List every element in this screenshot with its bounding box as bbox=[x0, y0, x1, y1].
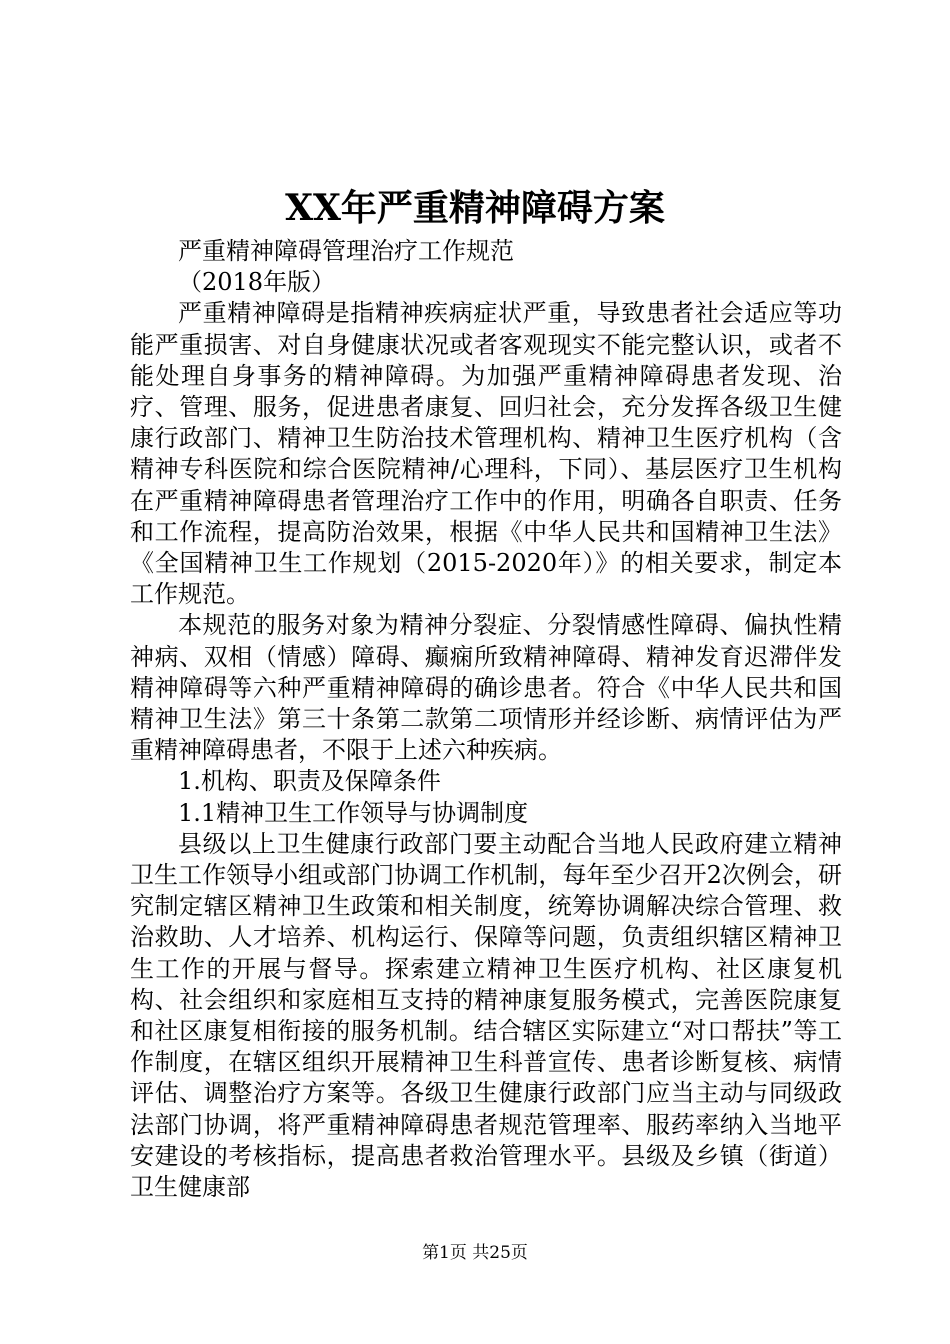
document-body bbox=[130, 236, 842, 1203]
paragraph-subtitle: 严重精神障碍管理治疗工作规范 bbox=[178, 237, 514, 265]
section-heading-1: 1.机构、职责及保障条件 bbox=[178, 767, 441, 796]
section-heading-1-1: 1.1精神卫生工作领导与协调制度 bbox=[178, 798, 529, 827]
paragraph-scope: 本规范的服务对象为精神分裂症、分裂情感性障碍、偏执性精神病、双相（情感）障碍、癫痫所致精神障碍、精神发育迟滞伴发精神障碍等六种严重精神障碍的确诊患者。符合《中华人民共和国精神卫生法》第三十条第二款第二项情形并经诊断、病情评估为严重精神障碍患者，不限于上述六种疾病。 bbox=[130, 611, 842, 765]
document-title: XX年严重精神障碍方案 bbox=[285, 187, 665, 229]
paragraph-edition: （2018年版） bbox=[178, 268, 336, 297]
page-footer: 第1页 共25页 bbox=[422, 1243, 528, 1263]
paragraph-definition: 严重精神障碍是指精神疾病症状严重，导致患者社会适应等功能严重损害、对自身健康状况或者客观现实不能完整认识，或者不能处理自身事务的精神障碍。为加强严重精神障碍患者发现、治疗、管理、服务，促进患者康复、回归社会，充分发挥各级卫生健康行政部门、精神卫生防治技术管理机构、精神卫生医疗机构（含精神专科医院和综合医院精神/心理科，下同）、基层医疗卫生机构在严重精神障碍患者管理治疗工作中的作用，明确各自职责、任务和工作流程，提高防治效果，根据《中华人民共和国精神卫生法》《全国精神卫生工作规划（2015-2020年）》的相关要求，制定本工作规范。 bbox=[130, 299, 842, 609]
paragraph-coordination: 县级以上卫生健康行政部门要主动配合当地人民政府建立精神卫生工作领导小组或部门协调工作机制，每年至少召开2次例会，研究制定辖区精神卫生政策和相关制度，统筹协调解决综合管理、救治救助、人才培养、机构运行、保障等问题，负责组织辖区精神卫生工作的开展与督导。探索建立精神卫生医疗机构、社区康复机构、社会组织和家庭相互支持的精神康复服务模式，完善医院康复和社区康复相衔接的服务机制。结合辖区实际建立“对口帮扶”等工作制度，在辖区组织开展精神卫生科普宣传、患者诊断复核、病情评估、调整治疗方案等。各级卫生健康行政部门应当主动与同级政法部门协调，将严重精神障碍患者规范管理率、服药率纳入当地平安建设的考核指标，提高患者救治管理水平。县级及乡镇（街道）卫生健康部 bbox=[130, 829, 842, 1202]
